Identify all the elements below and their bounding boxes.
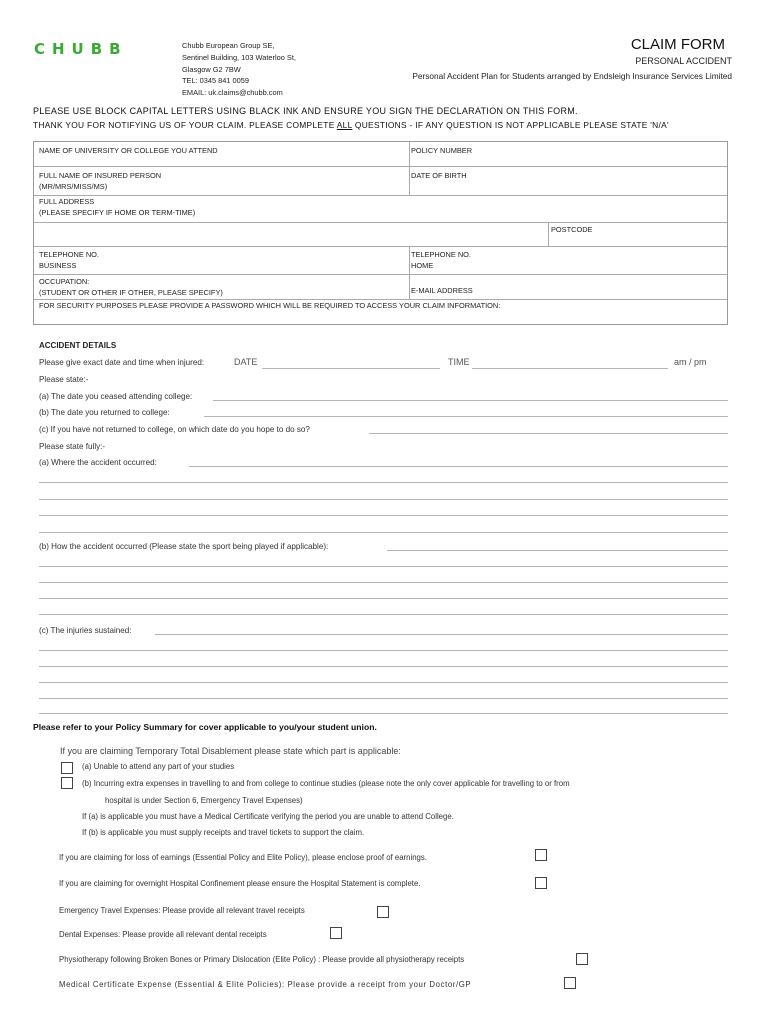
time-input-line[interactable]	[472, 368, 668, 369]
how-occurred-label: (b) How the accident occurred (Please state the sport being played if applicable):	[39, 542, 329, 551]
address-line: EMAIL: uk.claims@chubb.com	[182, 88, 283, 98]
chubb-logo: CHUBB	[34, 40, 128, 58]
ttd-intro: If you are claiming Temporary Total Disablement please state which part is applicable:	[60, 746, 401, 756]
hospital-checkbox[interactable]	[535, 877, 547, 889]
university-label: NAME OF UNIVERSITY OR COLLEGE YOU ATTEND	[39, 146, 218, 155]
date-of-birth-label: DATE OF BIRTH	[411, 171, 467, 180]
ceased-attending-label: (a) The date you ceased attending college:	[39, 392, 193, 401]
please-state-label: Please state:-	[39, 375, 89, 384]
address-line: Glasgow G2 7BW	[182, 64, 241, 74]
where-occurred-line[interactable]	[39, 499, 728, 500]
injuries-line[interactable]	[39, 666, 728, 667]
injuries-line[interactable]	[39, 698, 728, 699]
company-address	[182, 40, 296, 99]
policy-summary-note: Please refer to your Policy Summary for cover applicable to you/your student union.	[33, 722, 377, 732]
address-line: Chubb European Group SE,	[182, 41, 275, 50]
how-occurred-line[interactable]	[39, 566, 728, 567]
full-name-label: FULL NAME OF INSURED PERSON	[39, 171, 162, 180]
where-occurred-line[interactable]	[39, 515, 728, 516]
travel-expenses-label: Emergency Travel Expenses: Please provide all relevant travel receipts	[59, 906, 305, 915]
hope-return-label: (c) If you have not returned to college, on which date do you hope to do so?	[39, 425, 310, 434]
where-occurred-line[interactable]	[39, 482, 728, 483]
please-state-fully-label: Please state fully:-	[39, 442, 106, 451]
where-occurred-label: (a) Where the accident occurred:	[39, 458, 157, 467]
instruction-line-1: PLEASE USE BLOCK CAPITAL LETTERS USING BLACK INK AND ENSURE YOU SIGN THE DECLARATION ON THIS FORM.	[33, 106, 578, 116]
where-occurred-line[interactable]	[39, 532, 728, 533]
form-subtitle: PERSONAL ACCIDENT	[635, 56, 732, 66]
hope-return-input-line[interactable]	[369, 433, 728, 434]
earnings-label: If you are claiming for loss of earnings (Essential Policy and Elite Policy), please enclose proof of earnings.	[59, 853, 427, 862]
instruction-line-2	[33, 120, 669, 130]
injuries-line[interactable]	[39, 713, 728, 714]
travel-expenses-checkbox[interactable]	[377, 906, 389, 918]
full-name-title-label: (MR/MRS/MISS/MS)	[39, 182, 108, 191]
time-label: TIME	[448, 357, 470, 367]
ceased-attending-input-line[interactable]	[213, 400, 728, 401]
address-line: TEL: 0345 841 0059	[182, 76, 249, 86]
address-line: Sentinel Building, 103 Waterloo St,	[182, 52, 296, 62]
form-title: CLAIM FORM	[630, 36, 725, 53]
am-pm-label: am / pm	[674, 357, 707, 367]
if-b-note: If (b) is applicable you must supply receipts and travel tickets to support the claim.	[82, 828, 365, 837]
earnings-checkbox[interactable]	[535, 849, 547, 861]
accident-details-heading: ACCIDENT DETAILS	[39, 341, 117, 350]
plan-description: Personal Accident Plan for Students arranged by Endsleigh Insurance Services Limited	[412, 71, 732, 81]
email-label: E-MAIL ADDRESS	[411, 286, 473, 295]
address-label: FULL ADDRESS	[39, 197, 95, 206]
address-hint-label: (PLEASE SPECIFY IF HOME OR TERM-TIME)	[39, 208, 196, 217]
returned-input-line[interactable]	[204, 416, 728, 417]
tel-home-label: TELEPHONE NO.	[411, 250, 471, 259]
instruction-text: QUESTIONS - IF ANY QUESTION IS NOT APPLICABLE PLEASE STATE 'N/A'	[352, 120, 669, 130]
how-occurred-line[interactable]	[39, 598, 728, 599]
ttd-a-checkbox[interactable]	[61, 762, 73, 774]
dental-expenses-checkbox[interactable]	[330, 927, 342, 939]
instruction-emphasis: ALL	[336, 120, 353, 130]
occupation-label: OCCUPATION:	[39, 277, 90, 286]
physiotherapy-checkbox[interactable]	[576, 953, 588, 965]
hospital-label: If you are claiming for overnight Hospital Confinement please ensure the Hospital Statement is complete.	[59, 879, 421, 888]
postcode-label: POSTCODE	[551, 225, 593, 234]
date-input-line[interactable]	[262, 368, 440, 369]
exact-date-label: Please give exact date and time when injured:	[39, 358, 205, 367]
injuries-input-line[interactable]	[155, 634, 728, 635]
occupation-hint-label: (STUDENT OR OTHER IF OTHER, PLEASE SPECIFY)	[39, 288, 223, 297]
ttd-a-label: (a) Unable to attend any part of your studies	[82, 762, 235, 771]
if-a-note: If (a) is applicable you must have a Medical Certificate verifying the period you are unable to attend College.	[82, 812, 454, 821]
ttd-b-label-continued: hospital is under Section 6, Emergency Travel Expenses)	[105, 796, 303, 805]
where-occurred-input-line[interactable]	[189, 466, 728, 467]
tel-home-sub-label: HOME	[411, 261, 434, 270]
date-label: DATE	[234, 357, 258, 367]
password-label: FOR SECURITY PURPOSES PLEASE PROVIDE A PASSWORD WHICH WILL BE REQUIRED TO ACCESS YOUR CLAIM INFORMATION:	[39, 301, 501, 310]
tel-business-label: TELEPHONE NO.	[39, 250, 99, 259]
dental-expenses-label: Dental Expenses: Please provide all relevant dental receipts	[59, 930, 267, 939]
medical-certificate-checkbox[interactable]	[564, 977, 576, 989]
instruction-text: THANK YOU FOR NOTIFYING US OF YOUR CLAIM. PLEASE COMPLETE	[33, 120, 337, 130]
personal-details-grid	[33, 141, 728, 325]
how-occurred-line[interactable]	[39, 614, 728, 615]
how-occurred-line[interactable]	[39, 582, 728, 583]
injuries-line[interactable]	[39, 682, 728, 683]
how-occurred-input-line[interactable]	[387, 550, 728, 551]
returned-label: (b) The date you returned to college:	[39, 408, 170, 417]
medical-certificate-label: Medical Certificate Expense (Essential & Elite Policies): Please provide a receipt from your Doctor/GP	[59, 980, 472, 989]
ttd-b-label: (b) Incurring extra expenses in travelling to and from college to continue studies (please note the only cover applicable for travelling to or from	[82, 779, 570, 788]
tel-business-sub-label: BUSINESS	[39, 261, 77, 270]
policy-number-label: POLICY NUMBER	[411, 146, 473, 155]
physiotherapy-label: Physiotherapy following Broken Bones or Primary Dislocation (Elite Policy) : Please provide all physiotherapy receipts	[59, 955, 465, 964]
injuries-label: (c) The injuries sustained:	[39, 626, 132, 635]
ttd-b-checkbox[interactable]	[61, 777, 73, 789]
injuries-line[interactable]	[39, 650, 728, 651]
